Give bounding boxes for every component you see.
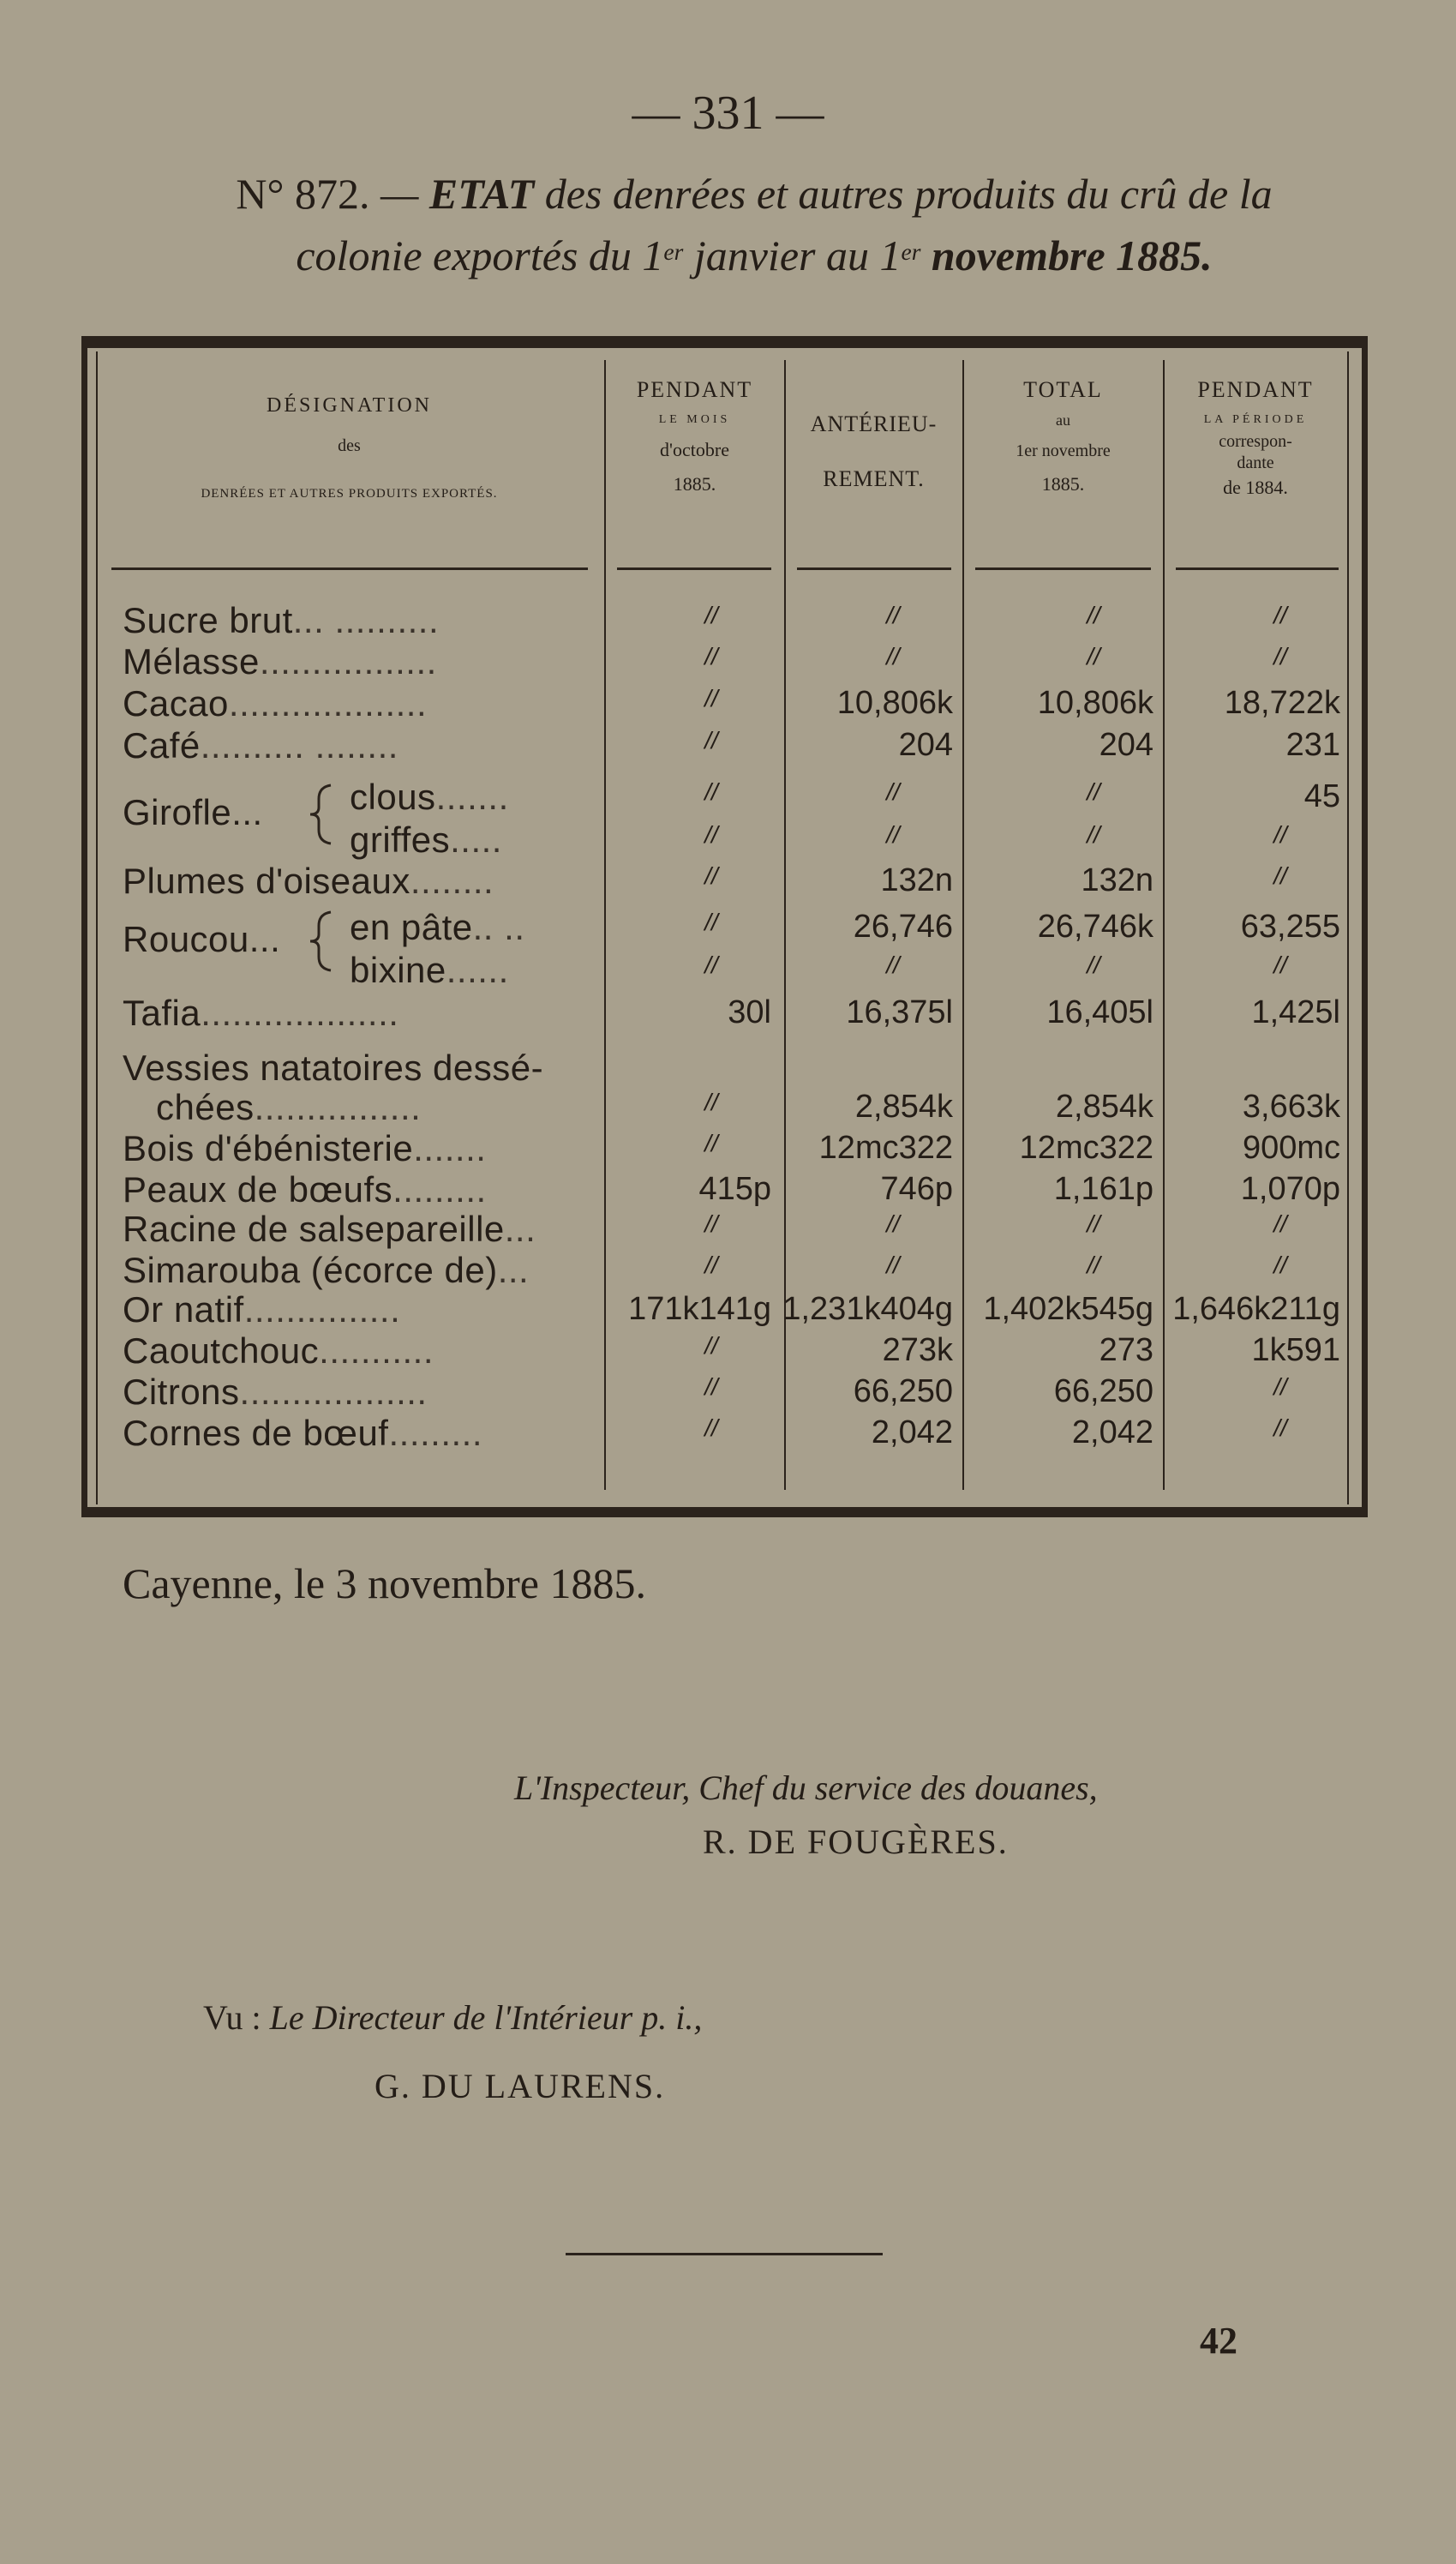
table-cell-c2: 12mc322	[818, 1130, 953, 1166]
table-cell-c2: 2,854k	[854, 1089, 953, 1125]
table-bottom-border	[81, 1507, 1367, 1517]
row-label: Caoutchouc...........	[123, 1330, 434, 1371]
place-date: Cayenne, le 3 novembre 1885.	[123, 1559, 646, 1607]
table-cell-c1: 415p	[698, 1171, 771, 1207]
table-cell-c3: //	[1087, 821, 1100, 848]
vu-line	[203, 1997, 702, 2038]
vu-title: Le Directeur de l'Intérieur p. i.,	[269, 1998, 703, 2037]
closing-rule	[566, 2253, 883, 2255]
table-cell-c1: 171k141g	[628, 1291, 771, 1327]
group-label-roucou: Roucou...	[123, 919, 281, 959]
document-number: N° 872.	[236, 170, 370, 218]
table-cell-c4: 1,646k211g	[1172, 1291, 1340, 1327]
table-cell-c3: //	[1087, 778, 1100, 805]
table-cell-c2: 1,231k404g	[782, 1291, 953, 1327]
table-cell-c2: //	[886, 778, 900, 805]
row-label: Café.......... ........	[123, 725, 398, 766]
table-cell-c1: //	[704, 1414, 718, 1441]
table-cell-c3: 10,806k	[1037, 685, 1153, 721]
table-cell-c2: //	[886, 821, 900, 848]
table-cell-c3: //	[1087, 602, 1100, 628]
table-cell-c1: //	[704, 1332, 718, 1359]
table-cell-c3: 66,250	[1053, 1373, 1153, 1409]
table-cell-c1: //	[704, 909, 718, 935]
table-cell-c1: //	[704, 778, 718, 805]
row-label: Plumes d'oiseaux........	[123, 861, 494, 901]
table-cell-c4: 1,425l	[1251, 994, 1340, 1030]
brace-roucou	[305, 907, 339, 976]
row-label: Simarouba (écorce de)...	[123, 1250, 530, 1290]
table-cell-c1: //	[704, 862, 718, 889]
header-col-anterieurement: ANTÉRIEU- REMENT.	[810, 411, 938, 491]
table-cell-c1: //	[704, 685, 718, 712]
table-cell-c3: //	[1087, 952, 1100, 978]
table-cell-c3: //	[1087, 643, 1100, 670]
table-cell-c1: //	[704, 727, 718, 754]
row-label: griffes.....	[350, 820, 502, 860]
table-cell-c4: //	[1273, 1252, 1287, 1278]
row-label: Tafia...................	[123, 993, 399, 1033]
table-cell-c3: //	[1087, 1252, 1100, 1278]
table-cell-c3: 2,854k	[1055, 1089, 1153, 1125]
table-cell-c3: 204	[1099, 727, 1153, 763]
table-cell-c4: 900mc	[1242, 1130, 1340, 1166]
document-heading: N° 872. — ETAT des denrées et autres produits du crû de la colonie exportés du 1er janvier au 1er novembre 1885.	[236, 170, 1273, 279]
table-cell-c1: //	[704, 1130, 718, 1156]
page-number: — 331 —	[632, 87, 824, 140]
table-cell-c2: //	[886, 1210, 900, 1237]
table-cell-c3: 16,405l	[1046, 994, 1153, 1030]
table-cell-c4: 1,070p	[1240, 1171, 1340, 1207]
header-designation: DÉSIGNATION des DENRÉES ET AUTRES PRODUITS EXPORTÉS.	[201, 394, 498, 501]
table-cell-c3: 2,042	[1071, 1414, 1153, 1450]
table-cell-c1: //	[704, 1373, 718, 1400]
table-cell-c2: 204	[898, 727, 953, 763]
vu-label: Vu :	[203, 1998, 261, 2037]
table-cell-c4: //	[1273, 821, 1287, 848]
header-col-total: TOTAL au 1er novembre 1885.	[1016, 377, 1111, 495]
row-label: clous.......	[350, 777, 509, 817]
table-cell-c1: //	[704, 1252, 718, 1278]
row-label: Or natif...............	[123, 1289, 401, 1330]
table-cell-c1: //	[704, 643, 718, 670]
table-cell-c4: 18,722k	[1224, 685, 1340, 721]
folio-number: 42	[1200, 2320, 1237, 2362]
row-label: Mélasse.................	[123, 641, 437, 682]
table-cell-c2: 66,250	[853, 1373, 953, 1409]
table-cell-c4: //	[1273, 952, 1287, 978]
brace-girofle	[305, 780, 339, 849]
table-cell-c2: //	[886, 602, 900, 628]
table-left-border	[81, 336, 87, 1517]
table-cell-c1: //	[704, 952, 718, 978]
table-cell-c4: //	[1273, 643, 1287, 670]
table-cell-c4: //	[1273, 1373, 1287, 1400]
document-type: ETAT	[428, 170, 535, 218]
vu-name: G. DU LAURENS.	[374, 2067, 666, 2105]
table-right-border	[1362, 336, 1368, 1517]
table-cell-c2: 16,375l	[846, 994, 953, 1030]
row-label: Cornes de bœuf.........	[123, 1413, 483, 1453]
table-cell-c1: 30l	[728, 994, 771, 1030]
table-cell-c3: 26,746k	[1037, 909, 1153, 945]
table-cell-c2: 26,746	[853, 909, 953, 945]
row-label: chées................	[156, 1087, 422, 1127]
table-cell-c3: 1,402k545g	[983, 1291, 1153, 1327]
table-cell-c1: //	[704, 1089, 718, 1115]
table-top-border	[81, 336, 1367, 348]
table-cell-c2: 2,042	[871, 1414, 953, 1450]
table-cell-c3: //	[1087, 1210, 1100, 1237]
table-cell-c3: 12mc322	[1019, 1130, 1153, 1166]
group-label-girofle: Girofle...	[123, 792, 263, 832]
table-cell-c2: //	[886, 1252, 900, 1278]
table-cell-c1: //	[704, 821, 718, 848]
row-label: Racine de salsepareille...	[123, 1209, 536, 1249]
table-cell-c4: 45	[1303, 778, 1340, 814]
table-cell-c2: //	[886, 643, 900, 670]
row-label: en pâte.. ..	[350, 907, 525, 947]
signature-name: R. DE FOUGÈRES.	[703, 1822, 1009, 1861]
table-cell-c4: 231	[1285, 727, 1340, 763]
row-label: Peaux de bœufs.........	[123, 1169, 487, 1210]
signature-title: L'Inspecteur, Chef du service des douanes,	[514, 1768, 1098, 1807]
row-label: Bois d'ébénisterie.......	[123, 1128, 487, 1168]
table-cell-c4: 1k591	[1251, 1332, 1340, 1368]
row-label: bixine......	[350, 950, 509, 990]
table-cell-c1: //	[704, 1210, 718, 1237]
header-col-october: PENDANT LE MOIS d'octobre 1885.	[636, 377, 753, 495]
table-cell-c2: 132n	[880, 862, 953, 898]
table-cell-c1: //	[704, 602, 718, 628]
table-cell-c4: //	[1273, 862, 1287, 889]
table-cell-c3: 1,161p	[1053, 1171, 1153, 1207]
header-col-1884: PENDANT LA PÉRIODE correspon- dante de 1884.	[1197, 377, 1314, 498]
table-cell-c4: 63,255	[1240, 909, 1340, 945]
row-label: Sucre brut... ..........	[123, 600, 440, 640]
row-label: Cacao...................	[123, 683, 428, 724]
table-cell-c4: //	[1273, 1210, 1287, 1237]
table-cell-c4: 3,663k	[1242, 1089, 1340, 1125]
row-label: Vessies natatoires dessé-	[123, 1048, 544, 1088]
table-cell-c4: //	[1273, 602, 1287, 628]
table-cell-c2: 10,806k	[836, 685, 953, 721]
table-cell-c4: //	[1273, 1414, 1287, 1441]
table-cell-c2: 746p	[880, 1171, 953, 1207]
table-cell-c2: //	[886, 952, 900, 978]
table-cell-c2: 273k	[882, 1332, 953, 1368]
table-cell-c3: 132n	[1081, 862, 1153, 898]
table-cell-c3: 273	[1099, 1332, 1153, 1368]
row-label: Citrons..................	[123, 1372, 428, 1412]
